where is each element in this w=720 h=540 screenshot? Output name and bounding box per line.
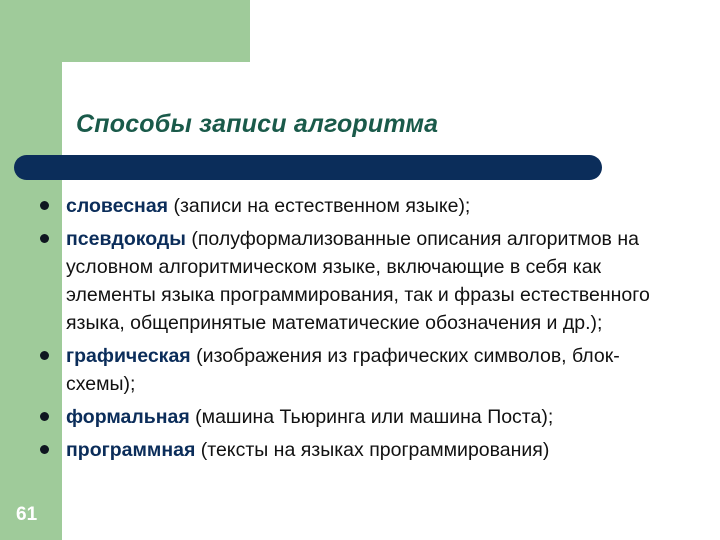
slide-number: 61 xyxy=(16,504,38,525)
bullet-description: (изображения из графических символов, блок-схемы); xyxy=(66,345,620,395)
bullet-description: (записи на естественном языке); xyxy=(168,195,471,217)
bullet-term: графическая xyxy=(66,345,191,367)
bullet-term: формальная xyxy=(66,406,190,428)
bullet-description: (полуформализованные описания алгоритмов на условном алгоритмическом языке, включающие в себя как элементы языка программирования, так и фразы естественного языка, общепринятые математические обозначения и др.); xyxy=(66,228,650,334)
bullet-description: (машина Тьюринга или машина Поста); xyxy=(189,406,554,428)
bullet-list xyxy=(38,192,688,469)
title-underline-bar xyxy=(14,155,602,180)
bullet-description: (тексты на языках программирования) xyxy=(195,439,550,461)
bullet-icon xyxy=(40,445,49,454)
bullet-icon xyxy=(40,412,49,421)
top-decorative-band xyxy=(0,0,250,62)
bullet-term: словесная xyxy=(66,195,169,217)
list-item xyxy=(38,342,688,398)
bullet-icon xyxy=(40,351,49,360)
bullet-term: псевдокоды xyxy=(66,228,186,250)
slide-title: Способы записи алгоритма xyxy=(76,110,439,138)
list-item xyxy=(38,225,688,337)
bullet-icon xyxy=(40,234,49,243)
list-item xyxy=(38,436,688,464)
bullet-term: программная xyxy=(66,439,196,461)
list-item xyxy=(38,192,688,220)
bullet-icon xyxy=(40,201,49,210)
list-item xyxy=(38,403,688,431)
